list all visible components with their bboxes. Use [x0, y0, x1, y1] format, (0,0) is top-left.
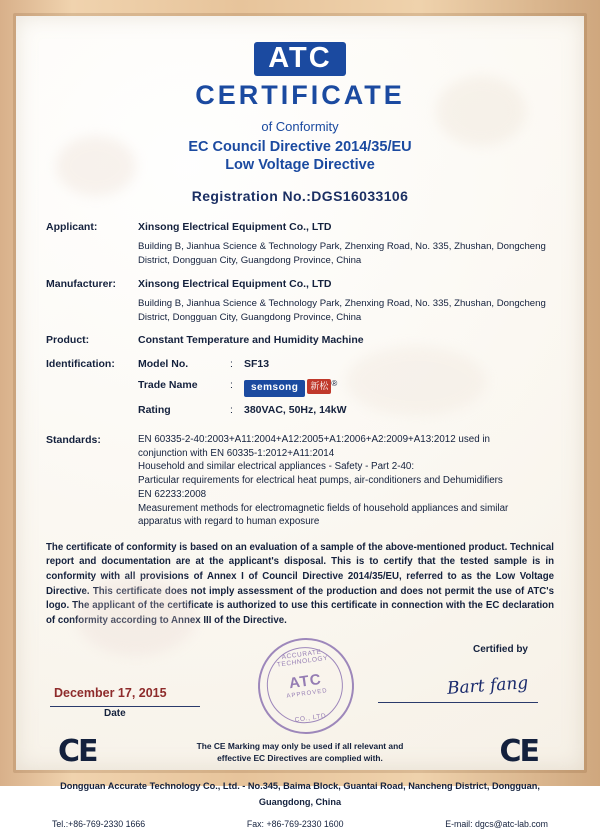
field-manufacturer	[46, 277, 554, 325]
field-product	[46, 333, 554, 348]
date-label: Date	[104, 708, 126, 720]
signature-line	[378, 702, 538, 703]
certificate-paper	[16, 16, 584, 829]
signature-text: Bart fang	[446, 673, 529, 700]
identification-table	[138, 357, 554, 424]
atc-logo	[46, 42, 554, 76]
registration-number: Registration No.:DGS16033106	[191, 188, 409, 205]
issuer-company-line-1: Dongguan Accurate Technology Co., Ltd. - No.345, Baima Block, Guantai Road, Nancheng District, Dongguan,	[60, 781, 540, 792]
certificate-fields	[46, 220, 554, 528]
certified-by-label: Certified by	[472, 644, 528, 656]
standard-line: EN 60335-2-40:2003+A11:2004+A12:2005+A1:2006+A2:2009+A13:2012 used in	[138, 434, 490, 445]
stamp-center-text: ATC	[287, 671, 323, 693]
directive-line-2: Low Voltage Directive	[225, 157, 375, 174]
ce-note-line-2: effective EC Directives are complied with.	[217, 753, 383, 764]
applicant-name: Xinsong Electrical Equipment Co., LTD	[138, 221, 332, 234]
trade-name-label: Trade Name	[138, 378, 198, 391]
standard-line: Particular requirements for electrical heat pumps, air-conditioners and Dehumidifiers	[138, 475, 503, 487]
model-no-value: SF13	[244, 358, 270, 371]
manufacturer-name: Xinsong Electrical Equipment Co., LTD	[138, 277, 332, 290]
table-row	[138, 378, 554, 404]
page-title: CERTIFICATE	[195, 80, 405, 111]
approval-stamp-icon	[252, 632, 360, 740]
trade-name-badge-cn: 新松	[307, 379, 331, 394]
standard-line: apparatus with regard to human exposure	[138, 516, 320, 528]
identification-label: Identification:	[46, 358, 115, 371]
contact-row	[46, 819, 554, 829]
contact-email: E-mail: dgcs@atc-lab.com	[445, 818, 548, 829]
product-value: Constant Temperature and Humidity Machine	[138, 334, 364, 347]
contact-fax: Fax: +86-769-2330 1600	[246, 818, 344, 829]
field-identification	[46, 357, 554, 424]
table-row	[138, 357, 554, 378]
table-row	[138, 403, 554, 424]
applicant-address: Building B, Jianhua Science & Technology Park, Zhenxing Road, No. 335, Zhushan, Dongcheng District, Dongguan City, Guangdong Province, China	[138, 241, 546, 267]
registered-mark-icon: ®	[331, 378, 338, 388]
ce-footer-row	[46, 734, 554, 778]
issue-date: December 17, 2015	[54, 686, 167, 701]
standard-line: Measurement methods for electromagnetic fields of household appliances and similar	[138, 502, 509, 514]
atc-logo-text: ATC	[254, 42, 345, 76]
issuer-company-line-2: Guangdong, China	[258, 796, 342, 807]
model-no-label: Model No.	[138, 358, 189, 371]
manufacturer-label: Manufacturer:	[46, 277, 117, 290]
standard-line: conjunction with EN 60335-1:2012+A11:2014	[138, 447, 335, 459]
conformity-paragraph: The certificate of conformity is based on an evaluation of a sample of the above-mentioned product. Technical report and documentation are at the applicant's disposal. This is to certify that the tested sample is in conformity with all provisions of Annex I of Council Directive 2014/35/EU, referred to as the Low Voltage Directive. This certificate does not imply assessment of the production and does not permit the use of ATC's logo. The applicant of the certificate is authorized to use this certificate in connection with the EC declaration of conformity according to Annex III of the Directive.	[46, 541, 554, 626]
standards-label: Standards:	[46, 434, 101, 446]
ce-note-line-1: The CE Marking may only be used if all relevant and	[196, 741, 404, 752]
ce-mark-left-icon: CE	[58, 734, 97, 770]
ce-mark-right-icon: CE	[499, 734, 538, 770]
rating-label: Rating	[138, 404, 171, 417]
applicant-label: Applicant:	[46, 221, 98, 234]
manufacturer-address: Building B, Jianhua Science & Technology Park, Zhenxing Road, No. 335, Zhushan, Dongcheng District, Dongguan City, Guangdong Province, China	[138, 297, 546, 323]
stamp-arc-top: ACCURATE TECHNOLOGY	[276, 648, 329, 669]
rating-colon: :	[230, 404, 233, 417]
field-standards	[46, 433, 554, 529]
model-no-colon: :	[230, 358, 233, 371]
trade-name-value	[244, 378, 554, 404]
product-label: Product:	[46, 334, 90, 347]
field-applicant	[46, 220, 554, 268]
signature-area	[46, 644, 554, 730]
contact-tel: Tel.:+86-769-2330 1666	[52, 818, 146, 829]
stamp-sub-text: APPROVED	[286, 688, 329, 700]
directive-line-1: EC Council Directive 2014/35/EU	[188, 139, 412, 156]
certificate-subtitle: of Conformity	[261, 119, 339, 135]
rating-value: 380VAC, 50Hz, 14kW	[244, 404, 347, 417]
trade-name-badge: semsong	[244, 380, 305, 397]
standard-line: Household and similar electrical appliances - Safety - Part 2-40:	[138, 461, 415, 473]
standard-line: EN 62233:2008	[138, 488, 207, 500]
date-line	[50, 706, 200, 707]
trade-name-colon: :	[230, 378, 233, 391]
stamp-arc-bottom: CO., LTD	[294, 712, 327, 725]
